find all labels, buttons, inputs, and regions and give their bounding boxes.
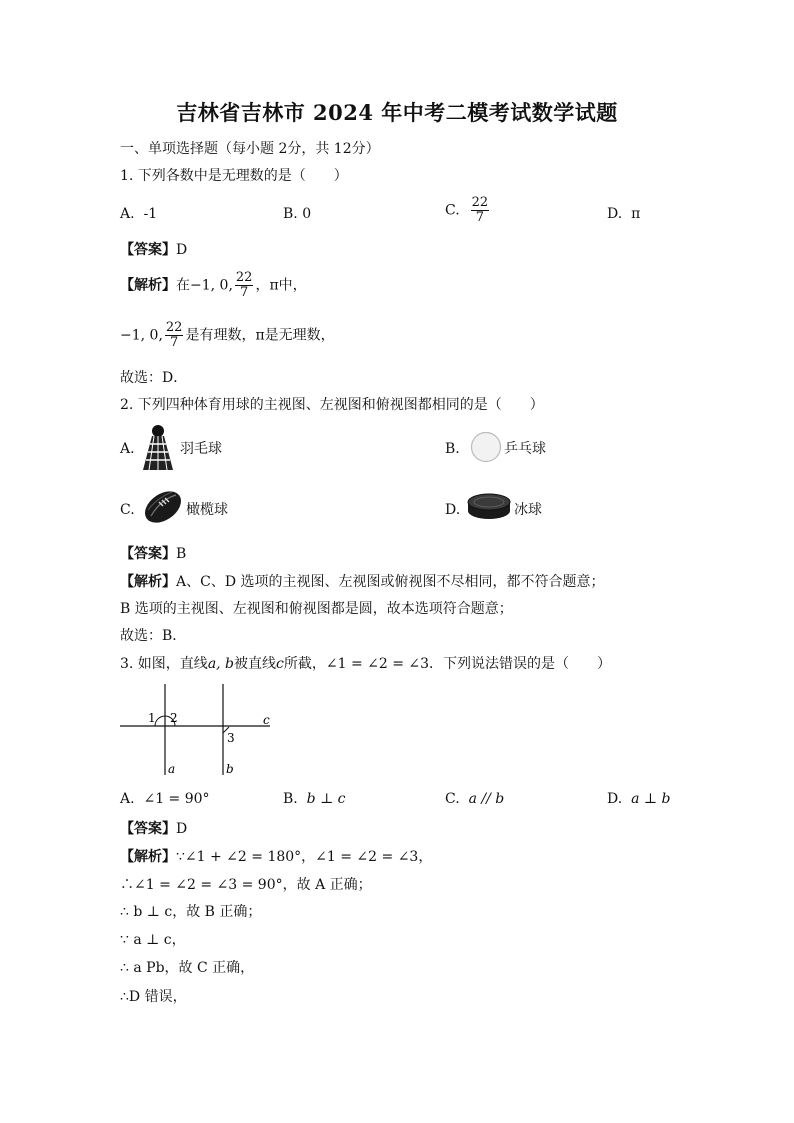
analysis-label: 【解析】 <box>120 574 176 590</box>
q1-option-a <box>120 205 157 223</box>
q2-stem: 2. 下列四种体育用球的主视图、左视图和俯视图都相同的是（ ） <box>120 397 544 413</box>
q1-option-a-letter: A. <box>120 206 135 222</box>
analysis-text: 在−1, 0, <box>176 277 233 294</box>
q2-option-b-text: 乒乓球 <box>504 441 546 457</box>
q3-analysis-line5: ∴ a Pb，故 C 正确， <box>120 960 255 976</box>
answer-value: D <box>176 242 188 258</box>
section-heading: 一、单项选择题（每小题 2分，共 12分） <box>120 141 380 157</box>
answer-value: D <box>176 821 188 837</box>
q1-option-d-text: π <box>631 206 641 222</box>
stem-text: 所截，∠1 = ∠2 = ∠3．下列说法错误的是（ ） <box>283 656 612 672</box>
page-title: 吉林省吉林市 2024 年中考二模考试数学试题 <box>176 100 618 125</box>
q1-option-d <box>607 205 640 223</box>
q1-stem: 1. 下列各数中是无理数的是（ ） <box>120 168 348 184</box>
q3-option-c <box>445 790 504 808</box>
q2-option-a-letter: A. <box>120 441 135 457</box>
q2-analysis-line1 <box>120 573 605 591</box>
q3-option-d-letter: D. <box>607 791 623 807</box>
analysis-fraction <box>235 271 254 300</box>
q1-option-c-fraction <box>471 196 490 225</box>
answer-value: B <box>176 546 187 562</box>
q2-option-a-text: 羽毛球 <box>180 441 222 457</box>
q3-option-b-letter: B. <box>283 791 298 807</box>
fraction-denominator: 7 <box>240 285 249 300</box>
q1-option-a-text: -1 <box>143 206 158 222</box>
fraction-denominator: 7 <box>170 335 179 350</box>
analysis-label: 【解析】 <box>120 277 176 294</box>
q1-analysis-line2 <box>120 321 335 350</box>
q3-analysis-line6: ∴D 错误， <box>120 989 187 1005</box>
q3-figure <box>115 680 285 780</box>
fraction-denominator: 7 <box>475 210 484 225</box>
answer-label: 【答案】 <box>120 546 176 562</box>
label-3: 3 <box>227 731 235 745</box>
q1-conclusion: 故选：D． <box>120 370 188 386</box>
q3-stem <box>120 655 611 673</box>
label-1: 1 <box>148 711 156 725</box>
q3-analysis-line3: ∴ b ⊥ c，故 B 正确； <box>120 904 262 920</box>
q2-option-c-text: 橄榄球 <box>186 502 228 518</box>
analysis-text: 是有理数，π是无理数， <box>185 327 335 344</box>
q3-option-a-text: ∠1 = 90° <box>143 791 210 807</box>
analysis-text: ∵∠1 + ∠2 = 180°，∠1 = ∠2 = ∠3， <box>176 849 433 865</box>
q3-analysis-line2: ∴∠1 = ∠2 = ∠3 = 90°，故 A 正确； <box>120 877 372 893</box>
label-a: a <box>168 762 176 776</box>
q2-option-d-letter: D. <box>445 502 461 518</box>
analysis-text: ，π中， <box>255 277 307 294</box>
stem-text: 被直线 <box>234 656 277 672</box>
analysis-label: 【解析】 <box>120 849 176 865</box>
fraction-numerator: 22 <box>235 270 253 285</box>
q1-option-b-letter: B. <box>283 206 298 222</box>
analysis-text: A、C、D 选项的主视图、左视图或俯视图不尽相同，都不符合题意； <box>176 574 605 590</box>
q3-answer <box>120 820 187 838</box>
q3-option-a-letter: A. <box>120 791 135 807</box>
q3-option-b-text: b ⊥ c <box>306 791 346 807</box>
q1-option-c-letter: C. <box>445 202 460 219</box>
stem-variables: a, b <box>207 656 235 672</box>
hockey-puck-icon <box>466 492 512 522</box>
q3-option-c-text: a // b <box>468 791 505 807</box>
label-b: b <box>226 762 234 776</box>
analysis-text: −1, 0, <box>120 327 163 344</box>
q3-option-d <box>607 790 670 808</box>
q3-option-c-letter: C. <box>445 791 460 807</box>
label-c: c <box>263 713 270 727</box>
ping-pong-ball-icon <box>470 431 502 463</box>
rugby-ball-icon <box>142 486 184 528</box>
q2-option-d-text: 冰球 <box>514 502 542 518</box>
q3-option-a <box>120 790 210 808</box>
q2-option-c-letter: C. <box>120 502 135 518</box>
q1-option-b <box>283 205 311 223</box>
answer-label: 【答案】 <box>120 242 176 258</box>
answer-label: 【答案】 <box>120 821 176 837</box>
q1-option-b-text: 0 <box>302 206 312 222</box>
analysis-fraction <box>165 321 184 350</box>
q1-option-d-letter: D. <box>607 206 623 222</box>
q3-option-b <box>283 790 346 808</box>
q2-conclusion: 故选：B． <box>120 628 187 644</box>
stem-variable-c: c <box>276 656 284 672</box>
q1-analysis-line1 <box>120 271 307 300</box>
fraction-numerator: 22 <box>165 320 183 335</box>
stem-text: 3. 如图，直线 <box>120 656 208 672</box>
q3-analysis-line4: ∵ a ⊥ c， <box>120 932 186 948</box>
q3-option-d-text: a ⊥ b <box>631 791 671 807</box>
fraction-numerator: 22 <box>471 195 489 210</box>
q2-answer <box>120 545 186 563</box>
shuttlecock-icon <box>140 424 176 474</box>
q1-option-c <box>445 196 491 225</box>
q2-option-b-letter: B. <box>445 441 460 457</box>
q3-analysis-line1 <box>120 848 432 866</box>
label-2: 2 <box>170 711 178 725</box>
q1-answer <box>120 241 187 259</box>
q2-analysis-line2: B 选项的主视图、左视图和俯视图都是圆，故本选项符合题意； <box>120 601 513 617</box>
